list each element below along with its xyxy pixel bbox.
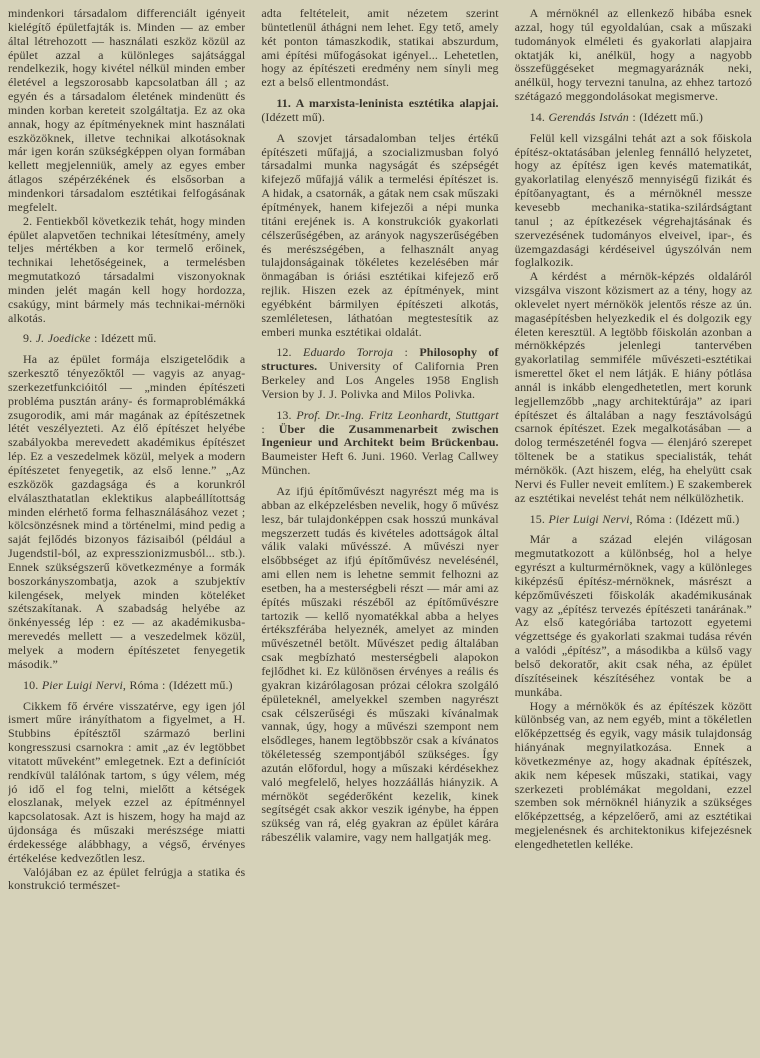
- paragraph: [515, 270, 752, 505]
- text-column-2: [261, 7, 498, 1056]
- text-segment: , Róma : (Idézett mű.): [122, 677, 233, 692]
- text-segment: 15.: [529, 511, 549, 526]
- paragraph: [515, 533, 752, 699]
- text-segment: (Idézett mű).: [261, 109, 325, 124]
- text-segment: A kérdést a mérnök-képzés oldaláról vizsgálva viszont közismert az a tény, hogy az oklevelet nyert mérnökök jelentős része az ún. magasépítésben helyezkedik el és dolgozik egy életen keresztül. A legtöbb főiskolán azonban a mérnökképzés jelenlegi tantervében gyakorlatilag semmiféle művészeti-esztétikai ismerettel őket el nem látják. E hiány pótlása annál is inkább elengedhetetlen, mert korunk legjellemzőbb „nagy architektúrája” az ipari építészet és általában a nagy fesztávolságú csarnok építészet. Ezek megalkotásában — a dolog természeténél fogva — élenjáró szerepet töltenek be a statikus specialisták, tehát mérnökök. (Azt hiszem, elég, ha ehelyütt csak Nervi és Fuller neveit említem.) E szakemberek az esztétikai nevelést tehát nem nélkülözhetik.: [514, 269, 752, 505]
- text-segment: mindenkori társadalom differenciált igényeit kielégítő épületfajták is. Minden — az ember által létrehozott — használati eszköz közül az épület azzal a különleges sajátsággal rendelkezik, hogy kivétel nélkül minden ember életével a legszorosabb kapcsolatban áll ; az egyén és a társadalom életének mindenütt és minden korban kereteit szolgáltatja. Ez az oka annak, hogy az építményeknek mint használati eszközöknek, illetve technikai alkotásoknak már igen korán szükségképpen olyan formában kellett megjelenniük, amely az egyes ember átlagos szépérzékének és elsősorban a mindenkori társadalom esztétikai felfogásának megfelelt.: [8, 7, 246, 214]
- text-segment: Hogy a mérnökök és az építészek között különbség van, az nem egyéb, mint a tökéletlen előképzettség és egyik, vagy másik tulajdonság hiányának megnyilatkozása. Ennek a következménye az, hogy akadnak építészek, akik nem képesek műszaki, statikai, vagy szerkezeti problémákat megoldani, ezzel szemben sok mérnöknél hiányzik a szükséges előképzettség, a képzelőerő, ami az esztétikai megjelenésnek és architektonikus kifejezésnek elengedhetetlen kelléke.: [514, 698, 752, 851]
- text-segment: :: [261, 421, 279, 436]
- paragraph: [261, 485, 498, 845]
- text-segment: J. Joedicke: [35, 331, 91, 346]
- reference-heading: [8, 332, 245, 346]
- text-column-3: [515, 7, 752, 1056]
- paragraph: [515, 700, 752, 852]
- text-segment: 13.: [276, 407, 297, 422]
- paragraph: [8, 353, 245, 671]
- text-segment: , Róma : (Idézett mű.): [629, 511, 740, 526]
- paragraph: [8, 215, 245, 326]
- text-segment: Felül kell vizsgálni tehát azt a sok főiskola építész-oktatásában jelenleg fennálló helyzetet, hogy az építész igen kevés matematikát, gyakorlatilag elenyésző mennyiségű fizikát és építőanyagtant, és a mérnöknél messze kevesebb mechanika-statika-szilárdságtant tanul ; az építkezések végrehajtásának és szervezésének tudományos elveivel, ipar-, és üzemgazdasági kérdéseivel úgyszólván nem foglalkozik.: [514, 130, 752, 270]
- text-segment: Ha az épület formája elszigetelődik a szerkesztő tényezőktől — vagyis az anyag-szerkezetfunkcióitól — „minden építészeti probléma pusztán arány- és formaproblémákká zsugorodik, ami már magának az építészetnek létét veszélyezteti. Az élő építészet helyébe szabályokba merevedett akadémikus építészet lép. Ez a veszedelmek közül, melyek a modern építészetet fenyegetik, az első lenne.” „Az eszközök gazdagsága és a korunkról elválaszthatatlan eklektikus alapbeállítottság minden elérhető forma felhasználásához vezet ; kölcsönzésnek mind a történelmi, mind pedig a saját fejlődés bizonyos fázisaiból (például a Jugendstil-ból, az expresszionizmusból... stb.). Ennek szükségszerű következménye a formák boszorkányszombatja, azok a szubjektív kilengések, melyek minden köteléket szétszakítanak. A szabadság helyébe az önkényesség lép : ez — az akadémikusba-merevedés mellett — a veszedelmek közül, melyek a modern építészetet fenyegetik második.”: [8, 352, 246, 671]
- text-segment: University of California Pren Berkeley and Los Angeles 1958 English Version by J. J. Polivka and Milos Polivka.: [261, 359, 499, 401]
- paragraph: [261, 132, 498, 340]
- text-column-1: [8, 7, 245, 1056]
- paragraph: [8, 866, 245, 894]
- text-segment: Prof. Dr.-Ing. Fritz Leonhardt, Stuttgart: [296, 407, 499, 422]
- paragraph: [8, 7, 245, 215]
- text-segment: 10.: [23, 677, 42, 692]
- text-segment: A mérnöknél az ellenkező hibába esnek azzal, hogy túl egyoldalúan, csak a műszaki tudományok elméleti és gyakorlati alapjaira oktatják ki, anélkül, hogy a nagyobb összefüggéseket megmagyaráznák neki, anélkül, hogy tervezni tanulna, az ehhez tartozó szétágazó meggondolásokat megismerve.: [514, 7, 752, 104]
- text-segment: Philosophy of structures.: [261, 345, 499, 374]
- reference-heading: [261, 346, 498, 401]
- text-segment: Valójában ez az épület felrúgja a statika és konstrukció természet-: [8, 864, 246, 893]
- text-segment: Pier Luigi Nervi: [548, 511, 630, 526]
- text-segment: Über die Zusammenarbeit zwischen Ingenieur und Architekt beim Brückenbau.: [261, 421, 499, 450]
- reference-heading: [515, 513, 752, 527]
- text-segment: Eduardo Torroja: [303, 345, 394, 360]
- paragraph: [261, 7, 498, 90]
- text-segment: Cikkem fő érvére visszatérve, egy igen jól ismert műre irányíthatom a figyelmet, a H. Stubbins építésztől származó berlini kongresszusi csarnokra : amit „az év legtöbbet vitatott műveként” emlegetnek. Ezt a definíciót rendkívül találónak tartom, s úgy vélem, még jó idő el fog telni, mielőtt a kétségek eloszlanak, melyek ezzel az építménnyel kapcsolatosak. Azt is hiszem, hogy ha majd az újdonsága és műszaki merészsége miatti érdekessége alábbhagy, a végső, érvényes értékelése kedvezőtlen lesz.: [8, 698, 246, 865]
- reference-heading: [261, 409, 498, 478]
- reference-heading: [515, 111, 752, 125]
- reference-heading: [261, 97, 498, 125]
- text-segment: Az ifjú építőművészt nagyrészt még ma is abban az elképzelésben nevelik, hogy ő művész lesz, bár tulajdonképpen csak hosszú munkával megszerzett tudás és kivételes adottságok által válik valaki művésszé. A művészi nyer elsőbbséget az ifjú építőművész nevelésénél, ami ellen nem is lehetne semmit felhozni az esetben, ha a mesterségbeli részt — már ami az építés műszaki részéből az építőművészre tartozik — kellő nyomatékkal abba a helyes értékszférába helyeznék, amelyet az minden művészetnél betölt. Művészet pedig általában csak megbízható mesterségbeli alapokon fejlődhet ki. Ez különösen érvényes a reális és gyakran kizárólagosan prózai célokra szolgáló épületeknél, amelyekkel szemben nagyrészt csak célszerűségi és műszaki kívánalmak vannak, úgy, hogy a művészi szempont nem elsődleges, hanem legtöbbször csak a kívánatos tökéletesség szempontjából szükséges. Így azután előfordul, hogy a műszaki kérdésekhez való megfelelő, helyes hozzáállás hiányzik. A mérnököt segéderőként kezelik, kinek segítségét csak akkor veszik igénybe, ha éppen szükség van rá, elég gyakran az épület kárára rábeszélik valamire, vagy nem hallgatják meg.: [261, 484, 499, 845]
- paragraph: [515, 7, 752, 104]
- text-segment: adta feltételeit, amit nézetem szerint büntetlenül áthágni nem lehet. Egy tető, amely két ponton támaszkodik, statikai abszurdum, ami építési műfogásokat igényel... Lehetetlen, hogy az építészeti eredmény nem sínyli meg ezt a belső ellentmondást.: [261, 7, 499, 90]
- text-segment: 2. Fentiekből következik tehát, hogy minden épület alapvetően technikai létesítmény, amely teljes mértékben a kor termelő erőinek, technikai lehetőségeinek, a termelésben megmutatkozó társadalmi viszonyoknak minden jelét magán kell hogy hordozza, csakúgy, mint bármely más technikai-mérnöki alkotás.: [8, 213, 246, 325]
- text-segment: : Idézett mű.: [90, 331, 157, 346]
- text-segment: 14.: [529, 109, 549, 124]
- text-segment: Gerendás István: [548, 109, 629, 124]
- text-segment: Baumeister Heft 6. Juni. 1960. Verlag Callwey München.: [261, 449, 499, 478]
- reference-heading: [8, 679, 245, 693]
- text-segment: 12.: [276, 345, 304, 360]
- text-segment: 11. A marxista-leninista esztétika alapjai.: [276, 96, 499, 111]
- paragraph: [8, 700, 245, 866]
- text-segment: Már a század elején világosan megmutatkozott a különbség, hol a helye egyrészt a kulturmérnöknek, vagy a különleges kiképzésű építész-mérnöknek, másrészt a képzőművészeti főiskolák akadémikusának vagy az „építész tervezés építészeti tanárának.” Az első kategóriába tartozott egyetemi végzettsége és gyakorlati szakmai tudása révén a valódi „építész”, a másodikba a külső vagy belső dekoratőr, akit csak néha, az épület díszítéseinek készítéséhez vontak be a munkába.: [514, 532, 752, 699]
- text-segment: 9.: [23, 331, 36, 346]
- text-segment: Pier Luigi Nervi: [41, 677, 123, 692]
- text-segment: :: [393, 345, 420, 360]
- paragraph: [515, 132, 752, 270]
- text-segment: A szovjet társadalomban teljes értékű építészeti műfajjá, a szocializmusban folyó társadalmi munka nagyságát és szépségét kifejező műfajjá válik a termelési építészet is. A hidak, a csatornák, a gátak nem csak műszaki építmények, hanem kifejezői a népi munka titáni erejének is. A konstrukciók gyakorlati célszerűségében, az arányok nagyszerűségében és merészségében, a felhasznált anyag tulajdonságainak tökéletes kezelésében már önmagában is óriási esztétikai kifejező erő rejlik. Hiszen ezek az építmények, mint egyébként bármilyen építészeti alkotás, szemléletesen, láthatóan megtestesítik az emberi munka esztétikai oldalát.: [261, 130, 499, 339]
- text-segment: : (Idézett mű.): [628, 109, 704, 124]
